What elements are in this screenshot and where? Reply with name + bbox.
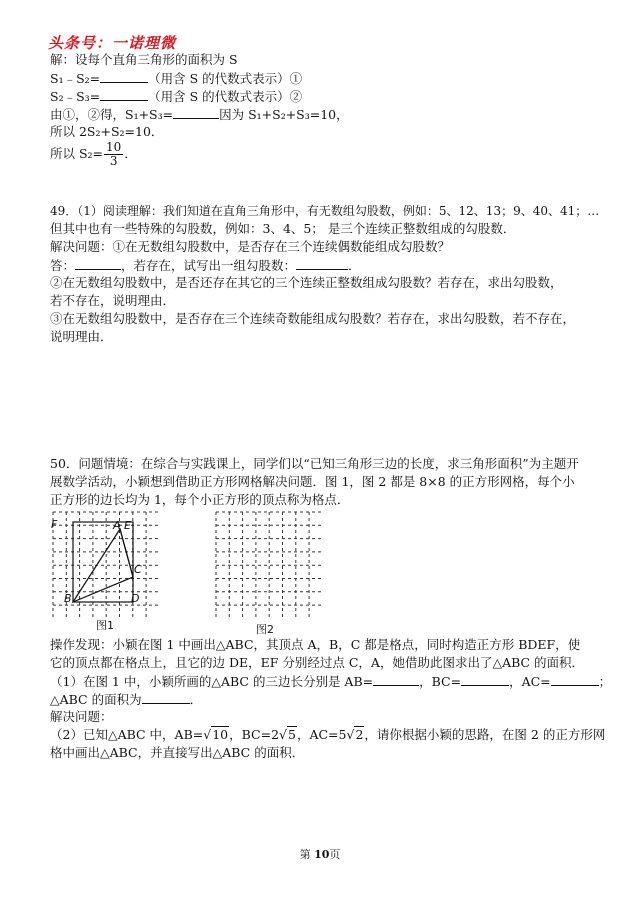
figure-2-caption: 图2 — [256, 623, 274, 636]
sqrt-expression: √10 — [203, 727, 229, 742]
label-c: C — [134, 563, 142, 576]
solution-line-6: 所以 S₂= $\frac{10}{3}$ ． — [50, 140, 137, 168]
solution-line-5: 所以 2S₂+S₂=10． — [50, 124, 164, 139]
q50-line-10: 格中画出△ABC，并直接写出△ABC 的面积． — [50, 745, 305, 760]
q49-line-7: ③在无数组勾股数中，是否存在三个连续奇数能组成勾股数？若存在，求出勾股数，若不存在， — [50, 311, 576, 326]
q49-line-5: ②在无数组勾股数中，是否还存在其它的三个连续正整数组成勾股数？若存在，求出勾股数， — [50, 275, 563, 290]
q50-line-1: 50．问题情境：在综合与实践课上，同学们以“已知三角形三边的长度，求三角形面积”为主题开 — [50, 456, 579, 471]
fraction: $\frac{10}{3}$ — [106, 140, 122, 168]
answer-blank — [551, 673, 599, 686]
answer-blank — [100, 88, 148, 101]
answer-blank — [373, 673, 419, 686]
q50-line-8: 解决问题： — [50, 709, 113, 724]
figure-2-grid — [209, 509, 321, 617]
q50-line-5: 它的顶点都在格点上，且它的边 DE，EF 分别经过点 C，A，她借助此图求出了△ABC 的面积． — [50, 655, 585, 670]
sqrt-expression: √2 — [346, 727, 364, 742]
q50-line-6: （1）在图 1 中，小颖所画的△ABC 的三边长分别是 AB= ，BC= ，AC= ； — [50, 674, 612, 689]
q50-line-3: 正方形的边长均为 1，每个小正方形的顶点称为格点． — [50, 492, 350, 507]
sqrt-expression: √5 — [279, 727, 296, 742]
segment-ac — [120, 529, 133, 577]
answer-blank — [75, 257, 121, 270]
answer-blank — [142, 691, 190, 704]
solution-line-2: S₁﹣S₂= （用含 S 的代数式表示）① — [50, 71, 303, 86]
q49-line-6: 若不存在，说明理由． — [50, 293, 176, 308]
header-logo: 头条号：一诺理微 — [48, 34, 177, 52]
solution-line-3: S₂﹣S₃= （用含 S 的代数式表示）② — [50, 89, 303, 104]
label-a: A — [113, 519, 121, 532]
page-number: 第 10页 — [299, 848, 341, 861]
q50-line-7: △ABC 的面积为 ． — [50, 692, 203, 707]
q49-line-4: 答： ，若存在，试写出一组勾股数： ． — [50, 258, 361, 273]
q49-line-3: 解决问题：①在无数组勾股数中，是否存在三个连续偶数能组成勾股数？ — [50, 239, 451, 254]
q50-line-2: 展数学活动，小颖想到借助正方形网格解决问题．图 1，图 2 都是 8×8 的正方形网格，每个小 — [50, 474, 575, 489]
answer-blank — [296, 257, 348, 270]
solution-line-1: 解：设每个直角三角形的面积为 S — [50, 52, 238, 67]
label-f: F — [51, 518, 58, 531]
answer-blank — [100, 70, 148, 83]
label-b: B — [64, 592, 72, 605]
q50-line-4: 操作发现：小颖在图 1 中画出△ABC，其顶点 A，B，C 都是格点，同时构造正方形 BDEF，使 — [50, 637, 581, 652]
answer-blank — [173, 106, 219, 119]
q49-line-1: 49．（1）阅读理解：我们知道在直角三角形中，有无数组勾股数，例如：5、12、13；9、40、41；… — [50, 204, 600, 218]
solution-line-4: 由①，②得，S₁+S₃= 因为 S₁+S₂+S₃=10， — [50, 107, 349, 122]
label-e: E — [124, 519, 131, 532]
q49-line-8: 说明理由． — [50, 329, 113, 344]
label-d: D — [131, 592, 140, 605]
q49-line-2: 但其中也有一些特殊的勾股数，例如：3、4、5； 是三个连续正整数组成的勾股数． — [50, 221, 516, 236]
answer-blank — [461, 673, 509, 686]
figure-1-caption: 图1 — [96, 619, 114, 632]
q50-line-9: （2）已知△ABC 中，AB=√10，BC=2√5，AC=5√2，请你根据小颖的思路，在图 2 的正方形网 — [50, 727, 606, 742]
